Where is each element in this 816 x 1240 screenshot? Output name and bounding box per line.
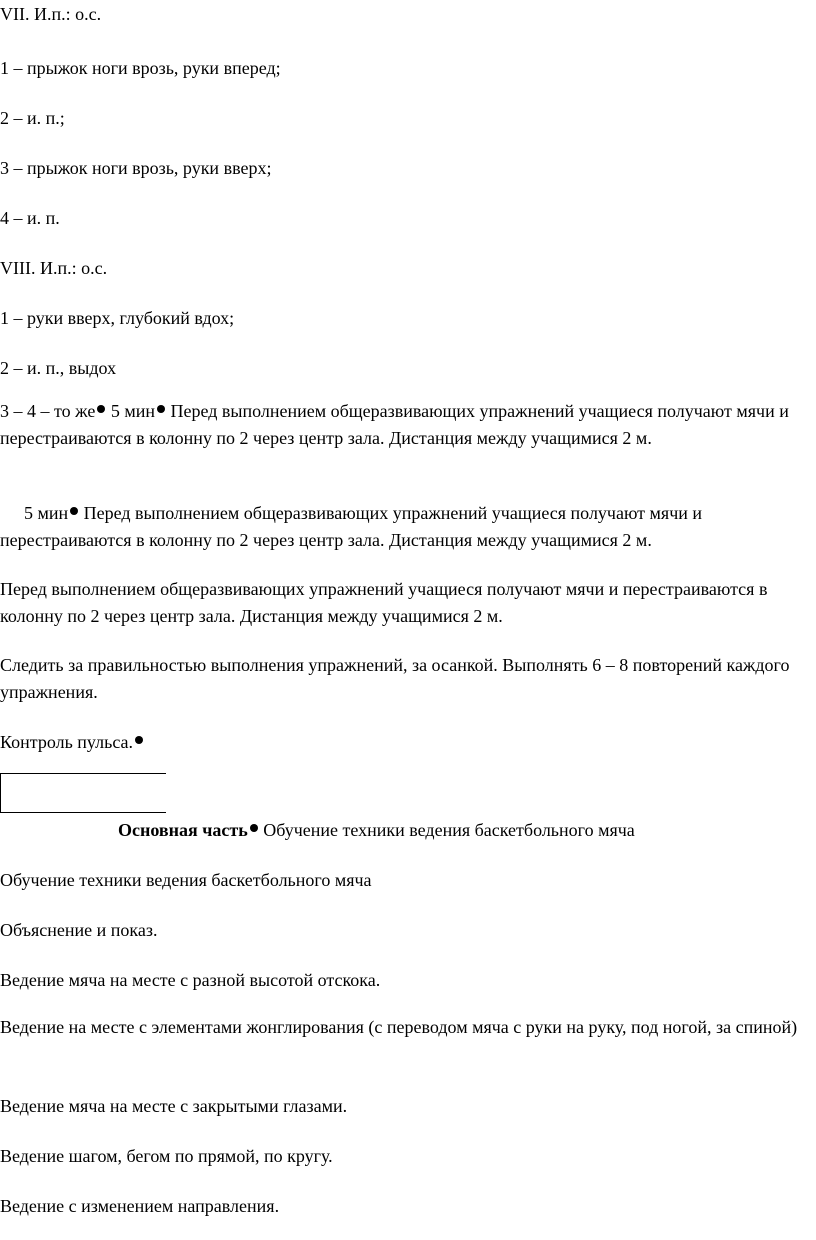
- list-item: Ведение на месте с элементами жонглирования (с переводом мяча с руки на руку, под ногой, за спиной): [0, 1017, 798, 1037]
- list-item: Объяснение и показ.: [0, 920, 158, 940]
- organization-note: Перед выполнением общеразвивающих упражнений учащиеся получают мячи и перестраиваются в колонну по 2 через центр зала. Дистанция между учащимися 2 м.: [0, 579, 768, 626]
- exercise-8-title: VIII. И.п.: о.с.: [0, 258, 108, 278]
- main-part-topic-inline: Обучение техники ведения баскетбольного мяча: [263, 820, 635, 840]
- pulse-control: Контроль пульса.: [0, 732, 134, 752]
- exercise-8-step-2: 2 – и. п., выдох: [0, 358, 117, 378]
- list-item: Ведение с изменением направления.: [0, 1196, 280, 1216]
- bullet-icon: [70, 507, 78, 515]
- exercise-8-step-1: 1 – руки вверх, глубокий вдох;: [0, 308, 235, 328]
- organization-note: Перед выполнением общеразвивающих упражнений учащиеся получают мячи и перестраиваются в колонну по 2 через центр зала. Дистанция между учащимися 2 м.: [0, 401, 789, 448]
- duration-note-block: [0, 500, 814, 554]
- exercise-8-step-3-4-block: [0, 398, 814, 452]
- bullet-icon: [97, 405, 105, 413]
- main-part-heading: Основная часть: [118, 820, 248, 840]
- bullet-icon: [250, 824, 258, 832]
- exercise-7-step-1: 1 – прыжок ноги врозь, руки вперед;: [0, 58, 281, 78]
- main-part-topic: Обучение техники ведения баскетбольного мяча: [0, 870, 372, 890]
- list-item: Ведение шагом, бегом по прямой, по кругу.: [0, 1146, 333, 1166]
- duration-label: 5 мин: [24, 503, 69, 523]
- list-item: Ведение мяча на месте с разной высотой отскока.: [0, 970, 381, 990]
- bullet-icon: [157, 405, 165, 413]
- exercise-7-step-4: 4 – и. п.: [0, 208, 60, 228]
- exercise-7-step-3: 3 – прыжок ноги врозь, руки вверх;: [0, 158, 272, 178]
- pulse-control-block: [0, 728, 144, 756]
- exercise-7-title: VII. И.п.: о.с.: [0, 4, 102, 24]
- bullet-icon: [135, 736, 143, 744]
- main-part-header: [118, 816, 635, 844]
- guidance-note: Следить за правильностью выполнения упражнений, за осанкой. Выполнять 6 – 8 повторений каждого упражнения.: [0, 655, 790, 702]
- exercise-7-step-2: 2 – и. п.;: [0, 108, 65, 128]
- list-item: Ведение мяча на месте с закрытыми глазами.: [0, 1096, 348, 1116]
- exercise-8-step-3-4: 3 – 4 – то же: [0, 401, 96, 421]
- organization-note: Перед выполнением общеразвивающих упражнений учащиеся получают мячи и перестраиваются в колонну по 2 через центр зала. Дистанция между учащимися 2 м.: [0, 503, 703, 550]
- table-cell-frame: [0, 773, 166, 813]
- duration-label: 5 мин: [110, 401, 155, 421]
